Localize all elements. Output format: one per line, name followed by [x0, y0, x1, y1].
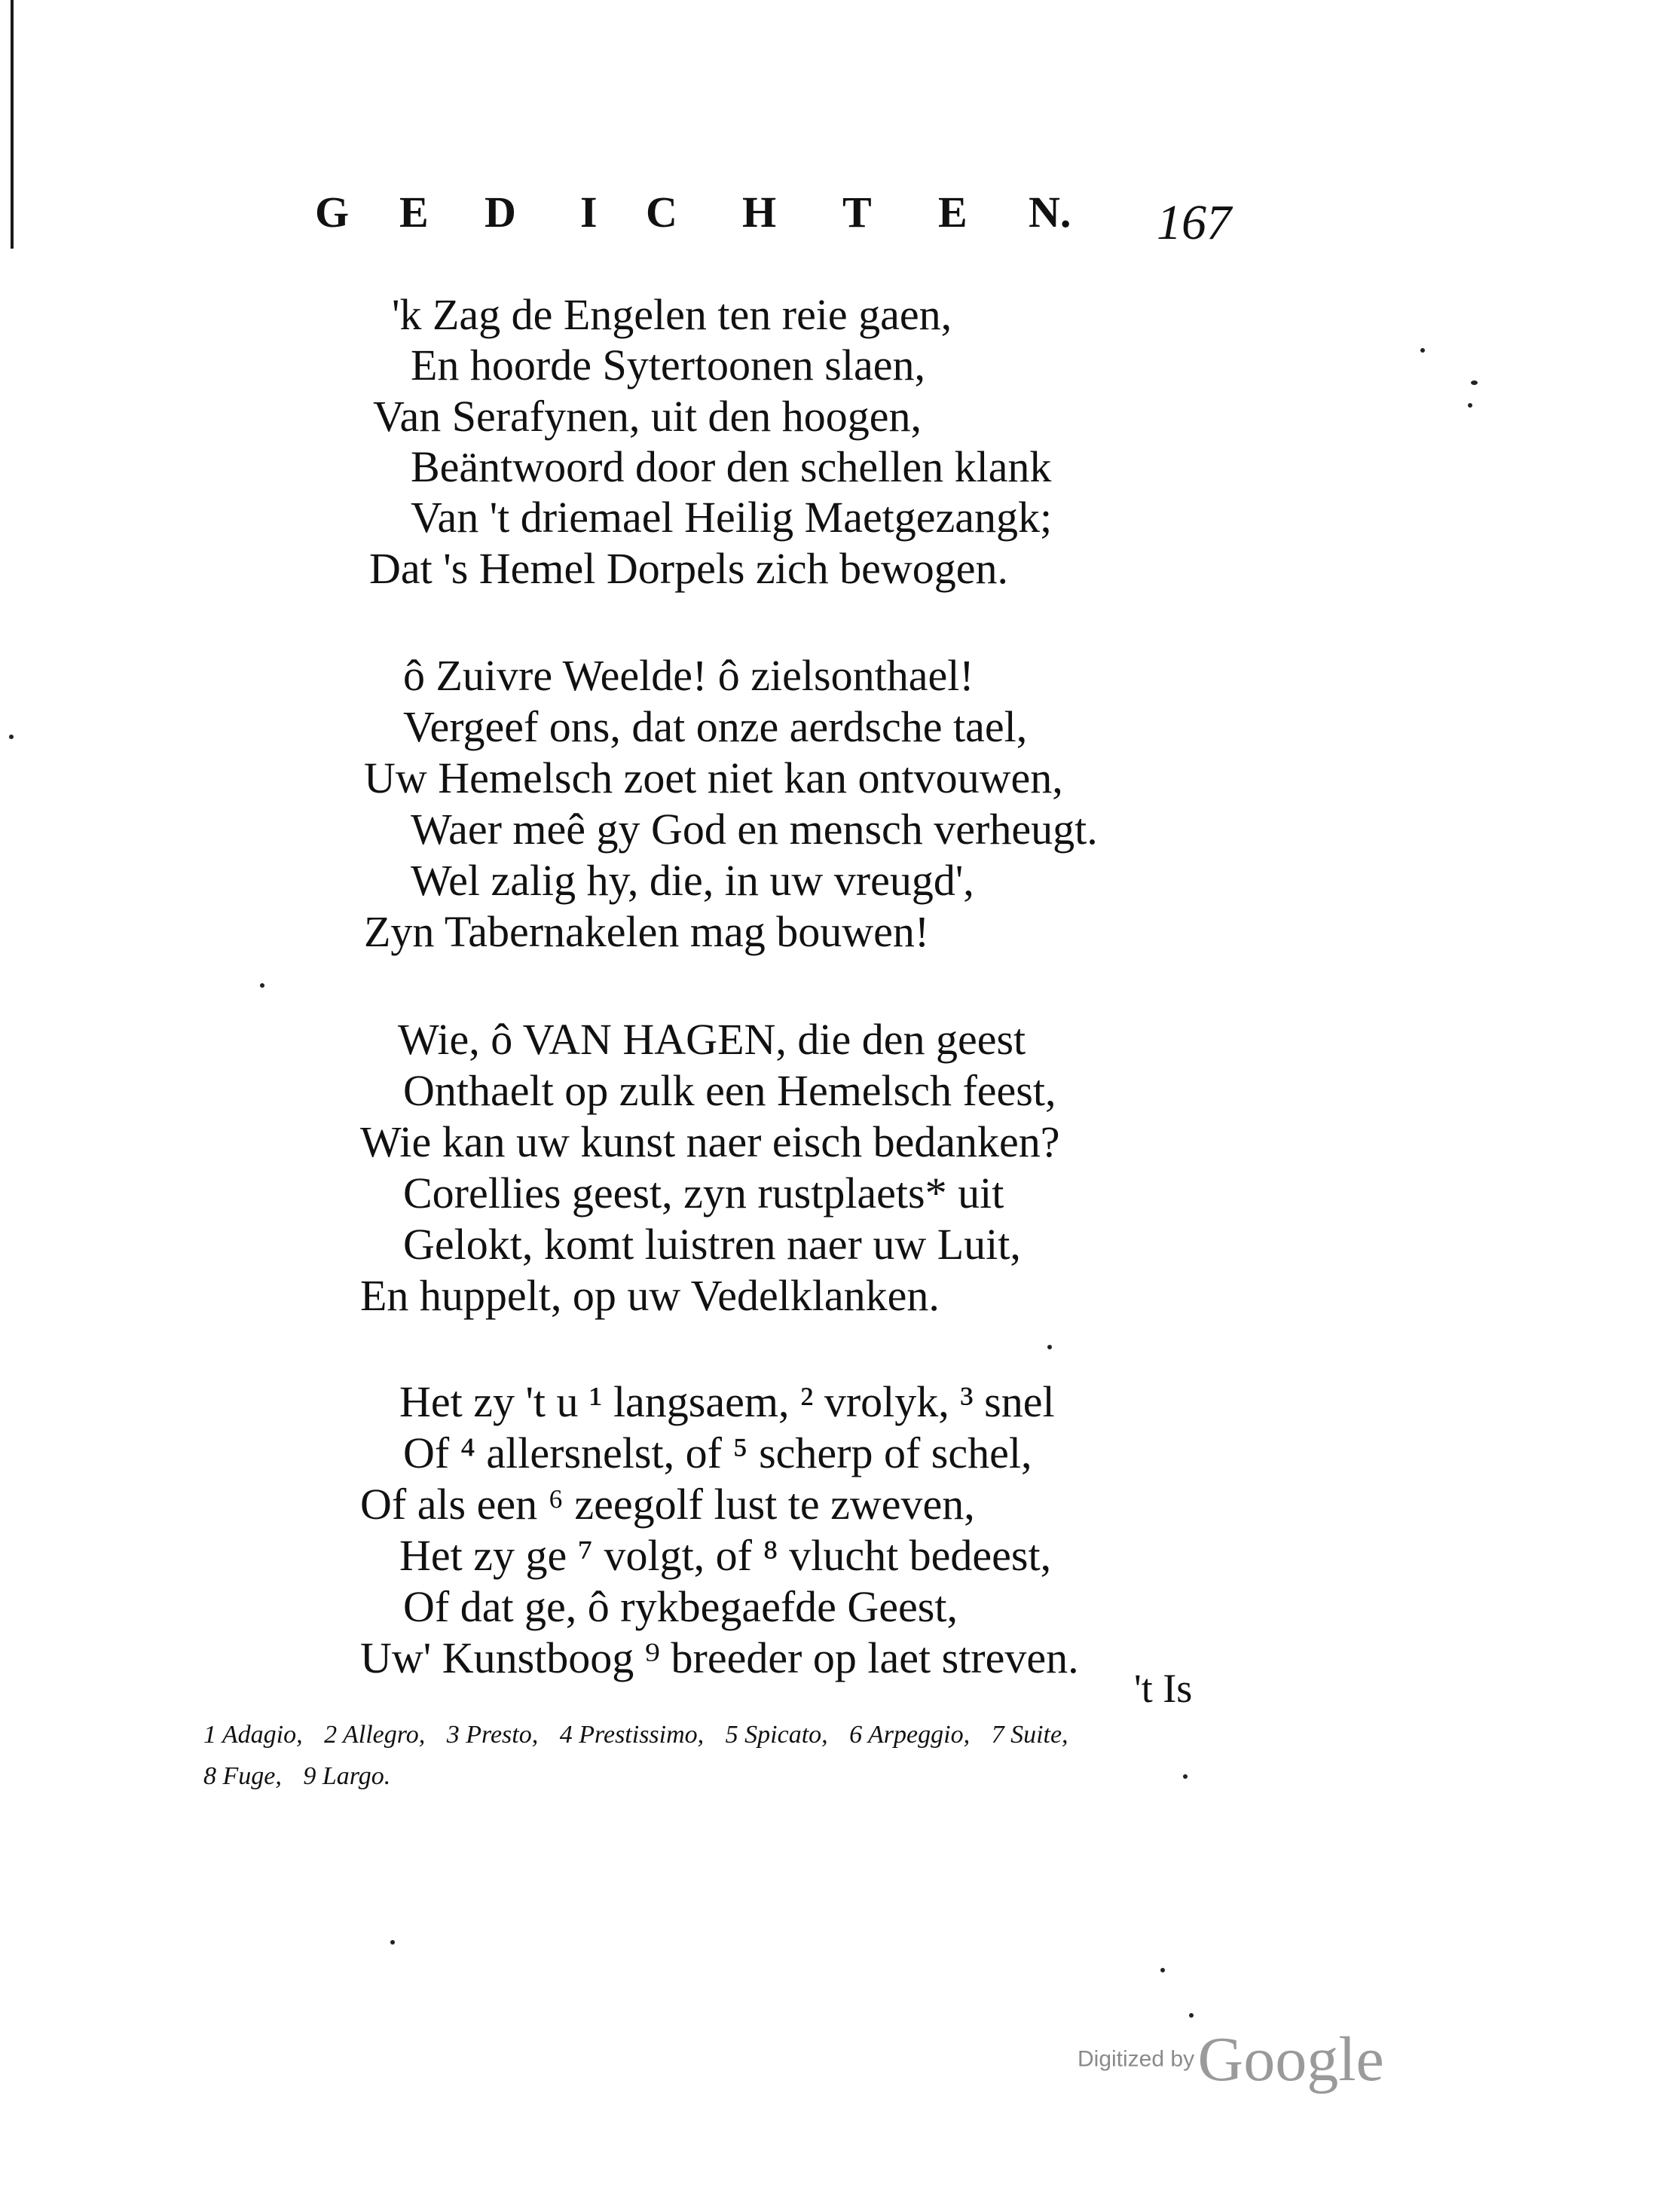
scan-speck [9, 735, 14, 739]
running-title-letter: H [742, 188, 777, 237]
verse-line: Dat 's Hemel Dorpels zich bewogen. [369, 544, 1008, 593]
footnotes [203, 1714, 1221, 1797]
footnote: 4 Prestissimo, [559, 1721, 705, 1749]
running-head [0, 187, 1663, 255]
verse-line: 'k Zag de Engelen ten reie gaen, [392, 290, 952, 339]
verse-line: Of dat ge, ô rykbegaefde Geest, [403, 1582, 958, 1631]
catchword: 't Is [1134, 1666, 1193, 1711]
verse-line: Wie kan uw kunst naer eisch bedanken? [360, 1117, 1060, 1166]
scan-speck [1160, 1968, 1165, 1972]
running-title-letter: E [399, 188, 429, 237]
digitized-by-watermark [1078, 2023, 1384, 2096]
verse-line: Onthaelt op zulk een Hemelsch feest, [403, 1066, 1056, 1115]
verse-line: ô Zuivre Weelde! ô zielsonthael! [403, 651, 974, 700]
footnote: 5 Spicato, [725, 1721, 828, 1749]
footnote: 8 Fuge, [203, 1762, 282, 1790]
running-title-letter: I [580, 188, 598, 237]
running-title-letter: T [842, 188, 872, 237]
watermark-prefix: Digitized by [1078, 2046, 1195, 2072]
scan-speck [1471, 380, 1478, 385]
verse-line: Of ⁴ allersnelst, of ⁵ scherp of schel, [403, 1428, 1032, 1477]
running-title-letter: N. [1029, 188, 1071, 237]
verse-line: Beäntwoord door den schellen klank [411, 442, 1052, 491]
verse-line: Corellies geest, zyn rustplaets* uit [403, 1169, 1004, 1218]
page-number: 167 [1157, 195, 1231, 250]
google-logo: Google [1197, 2024, 1384, 2094]
verse-line: Wie, ô VAN HAGEN, die den geest [398, 1015, 1026, 1064]
running-title-letter: C [646, 188, 677, 237]
footnote: 6 Arpeggio, [849, 1721, 971, 1749]
footnote: 1 Adagio, [203, 1721, 303, 1749]
running-title-letter: E [938, 188, 968, 237]
verse-line: En hoorde Sytertoonen slaen, [411, 341, 925, 390]
scan-speck [1183, 1774, 1188, 1779]
scan-speck [1047, 1345, 1052, 1349]
verse-line: En huppelt, op uw Vedelklanken. [360, 1271, 940, 1320]
verse-line: Wel zalig hy, die, in uw vreugd', [411, 856, 974, 905]
verse-line: Of als een ⁶ zeegolf lust te zweven, [360, 1480, 975, 1529]
verse-line: Van 't driemael Heilig Maetgezangk; [411, 493, 1053, 542]
verse-line: Gelokt, komt luistren naer uw Luit, [403, 1220, 1021, 1269]
verse-line: Waer meê gy God en mensch verheugt. [411, 805, 1098, 854]
scan-speck [1420, 348, 1425, 353]
footnote: 7 Suite, [991, 1721, 1068, 1749]
verse-line: Het zy 't u ¹ langsaem, ² vrolyk, ³ snel [399, 1377, 1055, 1426]
verse-line: Van Serafynen, uit den hoogen, [373, 392, 922, 441]
running-title-letter: G [315, 188, 350, 237]
verse-line: Uw Hemelsch zoet niet kan ontvouwen, [364, 753, 1063, 802]
scan-speck [1189, 2013, 1194, 2018]
scan-speck [260, 983, 264, 988]
verse-line: Vergeef ons, dat onze aerdsche tael, [403, 702, 1028, 751]
verse-line: Zyn Tabernakelen mag bouwen! [364, 907, 930, 956]
footnote: 3 Presto, [446, 1721, 539, 1749]
verse-line: Het zy ge ⁷ volgt, of ⁸ vlucht bedeest, [399, 1531, 1052, 1580]
scan-speck [1468, 403, 1472, 408]
scan-speck [390, 1940, 395, 1945]
running-title-letter: D [485, 188, 516, 237]
footnote: 9 Largo. [303, 1762, 391, 1790]
footnote: 2 Allegro, [324, 1721, 426, 1749]
verse-line: Uw' Kunstboog ⁹ breeder op laet streven. [360, 1633, 1079, 1682]
